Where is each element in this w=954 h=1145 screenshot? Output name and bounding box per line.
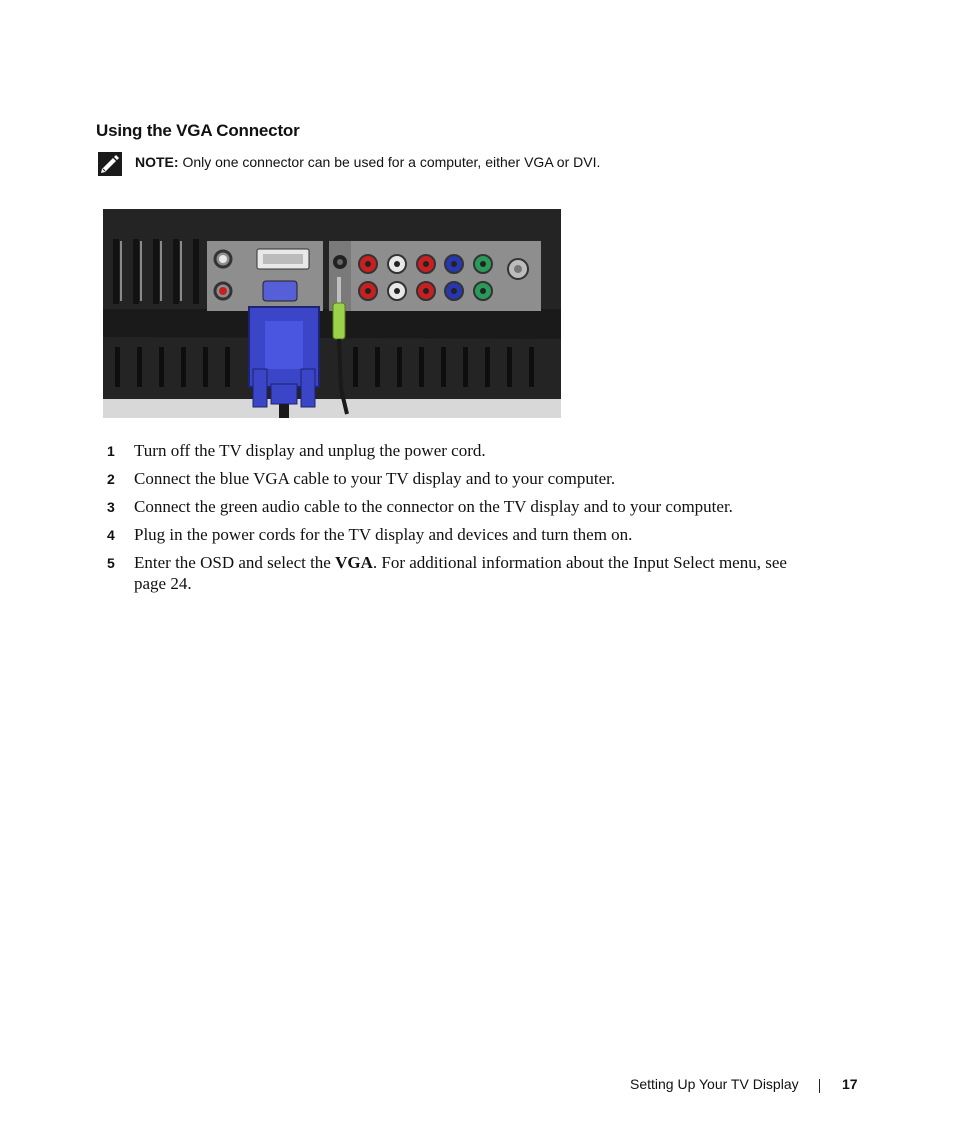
step-number: 1 — [107, 443, 115, 459]
step-text-after: . For additional information about the Input Select menu, see page 24. — [134, 553, 787, 593]
step-item — [107, 468, 807, 489]
footer-title: Setting Up Your TV Display — [630, 1076, 799, 1092]
footer-separator — [819, 1079, 820, 1093]
step-text-before: Enter the OSD and select the — [134, 553, 336, 572]
step-text: Plug in the power cords for the TV display and devices and turn them on. — [134, 525, 633, 544]
tv-rear-panel-photo — [103, 209, 561, 418]
step-number: 2 — [107, 471, 115, 487]
step-text: Connect the blue VGA cable to your TV display and to your computer. — [134, 469, 616, 488]
step-text — [134, 552, 807, 594]
note-box — [98, 152, 798, 178]
note-text — [135, 154, 600, 170]
note-pencil-icon — [98, 152, 122, 176]
note-label: NOTE: — [135, 154, 179, 170]
step-text: Turn off the TV display and unplug the power cord. — [134, 441, 486, 460]
step-item — [107, 524, 807, 545]
page-number: 17 — [842, 1076, 858, 1092]
step-number: 3 — [107, 499, 115, 515]
step-number: 5 — [107, 555, 115, 571]
step-item — [107, 440, 807, 461]
step-text: Connect the green audio cable to the connector on the TV display and to your computer. — [134, 497, 733, 516]
step-number: 4 — [107, 527, 115, 543]
steps-list — [107, 440, 807, 601]
step-item — [107, 552, 807, 594]
step-text-bold: VGA — [335, 553, 373, 572]
section-title: Using the VGA Connector — [96, 121, 300, 140]
note-body: Only one connector can be used for a computer, either VGA or DVI. — [178, 154, 601, 170]
step-item — [107, 496, 807, 517]
